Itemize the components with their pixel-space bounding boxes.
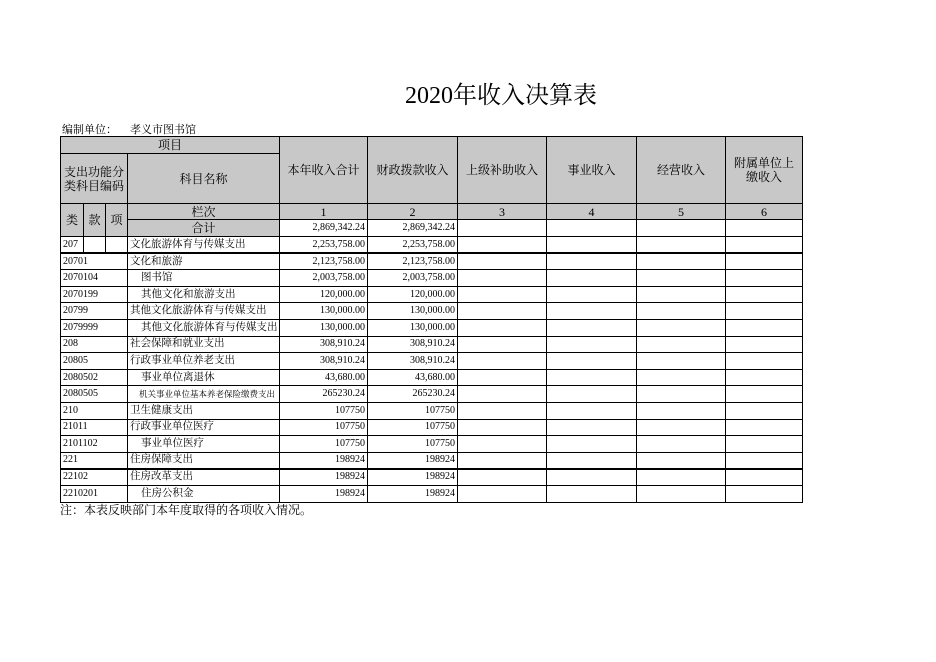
code-level-lei: 类 xyxy=(61,204,84,237)
column-header-label: 财政拨款收入 xyxy=(376,163,449,177)
column-header-affiliated-unit-income xyxy=(726,137,803,204)
total-fiscal-value: 2,869,342.24 xyxy=(368,220,458,237)
row-fiscal-appropriation-value: 107750 xyxy=(368,419,458,436)
row-subject-name: 住房保障支出 xyxy=(128,452,280,469)
row-operating-income-value xyxy=(637,270,726,287)
row-code-cell: 2210201 xyxy=(61,485,128,502)
row-affiliated-income-value xyxy=(726,336,803,353)
column-number-row xyxy=(61,204,803,220)
column-header-operating-income xyxy=(637,137,726,204)
row-fiscal-appropriation-value: 198924 xyxy=(368,452,458,469)
row-affiliated-income-value xyxy=(726,469,803,486)
row-superior-subsidy-value xyxy=(458,319,547,336)
row-business-income-value xyxy=(547,436,637,453)
row-fiscal-appropriation-value: 308,910.24 xyxy=(368,353,458,370)
subject-name-header: 科目名称 xyxy=(128,154,280,204)
row-superior-subsidy-value xyxy=(458,386,547,403)
row-operating-income-value xyxy=(637,286,726,303)
page-title: 2020年收入决算表 xyxy=(405,83,597,109)
row-superior-subsidy-value xyxy=(458,336,547,353)
row-fiscal-appropriation-value: 43,680.00 xyxy=(368,369,458,386)
row-operating-income-value xyxy=(637,336,726,353)
row-business-income-value xyxy=(547,319,637,336)
table-row xyxy=(61,452,803,469)
row-subject-name: 行政事业单位医疗 xyxy=(128,419,280,436)
row-kuan-cell xyxy=(84,237,106,254)
row-business-income-value xyxy=(547,419,637,436)
row-code-cell: 208 xyxy=(61,336,128,353)
row-subject-name: 其他文化旅游体育与传媒支出 xyxy=(128,319,280,336)
row-subject-name: 机关事业单位基本养老保险缴费支出 xyxy=(128,386,280,403)
row-code-cell: 2070199 xyxy=(61,286,128,303)
row-total-income-value: 308,910.24 xyxy=(280,336,368,353)
row-code-cell: 210 xyxy=(61,402,128,419)
row-operating-income-value xyxy=(637,452,726,469)
row-subject-name: 其他文化和旅游支出 xyxy=(128,286,280,303)
total-income-value: 2,869,342.24 xyxy=(280,220,368,237)
row-operating-income-value xyxy=(637,386,726,403)
column-header-total-income xyxy=(280,137,368,204)
row-business-income-value xyxy=(547,237,637,254)
header-row xyxy=(61,137,803,154)
row-total-income-value: 43,680.00 xyxy=(280,369,368,386)
column-number-5: 5 xyxy=(637,204,726,220)
row-subject-name: 行政事业单位养老支出 xyxy=(128,353,280,370)
function-code-header xyxy=(61,154,128,204)
row-fiscal-appropriation-value: 120,000.00 xyxy=(368,286,458,303)
column-header-label-line2: 缴收入 xyxy=(746,170,783,184)
row-operating-income-value xyxy=(637,319,726,336)
row-code-cell: 221 xyxy=(61,452,128,469)
table-row xyxy=(61,336,803,353)
total-operating-income-value xyxy=(637,220,726,237)
row-superior-subsidy-value xyxy=(458,452,547,469)
row-subject-name: 图书馆 xyxy=(128,270,280,287)
row-superior-subsidy-value xyxy=(458,353,547,370)
row-operating-income-value xyxy=(637,253,726,270)
row-subject-name: 文化和旅游 xyxy=(128,253,280,270)
row-operating-income-value xyxy=(637,419,726,436)
row-subject-name: 卫生健康支出 xyxy=(128,402,280,419)
project-header: 项目 xyxy=(61,137,280,154)
function-code-header-line1: 支出功能分 xyxy=(63,164,124,179)
row-operating-income-value xyxy=(637,303,726,320)
row-fiscal-appropriation-value: 198924 xyxy=(368,469,458,486)
row-code-cell: 20799 xyxy=(61,303,128,320)
row-xiang-cell xyxy=(106,237,128,254)
table-row xyxy=(61,419,803,436)
row-business-income-value xyxy=(547,303,637,320)
row-code-cell: 2079999 xyxy=(61,319,128,336)
table-row xyxy=(61,319,803,336)
row-business-income-value xyxy=(547,369,637,386)
row-fiscal-appropriation-value: 130,000.00 xyxy=(368,303,458,320)
row-affiliated-income-value xyxy=(726,369,803,386)
row-total-income-value: 198924 xyxy=(280,469,368,486)
table-row xyxy=(61,270,803,287)
report-header xyxy=(61,137,803,237)
row-operating-income-value xyxy=(637,353,726,370)
row-subject-name: 事业单位医疗 xyxy=(128,436,280,453)
row-superior-subsidy-value xyxy=(458,286,547,303)
row-subject-name: 社会保障和就业支出 xyxy=(128,336,280,353)
table-row xyxy=(61,369,803,386)
report-body xyxy=(61,237,803,503)
row-total-income-value: 130,000.00 xyxy=(280,319,368,336)
column-number-2: 2 xyxy=(368,204,458,220)
row-affiliated-income-value xyxy=(726,253,803,270)
row-subject-name: 住房改革支出 xyxy=(128,469,280,486)
row-superior-subsidy-value xyxy=(458,369,547,386)
row-superior-subsidy-value xyxy=(458,402,547,419)
row-affiliated-income-value xyxy=(726,286,803,303)
row-code-cell: 2080502 xyxy=(61,369,128,386)
table-row xyxy=(61,286,803,303)
row-subject-name: 其他文化旅游体育与传媒支出 xyxy=(128,303,280,320)
row-code-cell: 20701 xyxy=(61,253,128,270)
row-total-income-value: 198924 xyxy=(280,485,368,502)
column-header-label: 本年收入合计 xyxy=(287,163,360,177)
table-row xyxy=(61,436,803,453)
code-level-xiang: 项 xyxy=(106,204,128,237)
table-row xyxy=(61,353,803,370)
row-code-cell: 2070104 xyxy=(61,270,128,287)
row-subject-name: 文化旅游体育与传媒支出 xyxy=(128,237,280,254)
row-business-income-value xyxy=(547,485,637,502)
row-fiscal-appropriation-value: 198924 xyxy=(368,485,458,502)
table-row xyxy=(61,303,803,320)
row-code-cell: 22102 xyxy=(61,469,128,486)
column-number-3: 3 xyxy=(458,204,547,220)
row-fiscal-appropriation-value: 308,910.24 xyxy=(368,336,458,353)
row-total-income-value: 2,123,758.00 xyxy=(280,253,368,270)
row-fiscal-appropriation-value: 2,003,758.00 xyxy=(368,270,458,287)
row-superior-subsidy-value xyxy=(458,237,547,254)
row-fiscal-appropriation-value: 130,000.00 xyxy=(368,319,458,336)
row-business-income-value xyxy=(547,253,637,270)
row-superior-subsidy-value xyxy=(458,436,547,453)
column-header-superior-subsidy xyxy=(458,137,547,204)
row-code-cell: 21011 xyxy=(61,419,128,436)
row-fiscal-appropriation-value: 107750 xyxy=(368,402,458,419)
table-row xyxy=(61,402,803,419)
row-business-income-value xyxy=(547,353,637,370)
row-business-income-value xyxy=(547,286,637,303)
column-header-label: 上级补助收入 xyxy=(466,163,539,177)
row-business-income-value xyxy=(547,386,637,403)
total-affiliated-income-value xyxy=(726,220,803,237)
row-superior-subsidy-value xyxy=(458,253,547,270)
row-fiscal-appropriation-value: 265230.24 xyxy=(368,386,458,403)
row-total-income-value: 130,000.00 xyxy=(280,303,368,320)
row-code-cell: 2080505 xyxy=(61,386,128,403)
table-row xyxy=(61,253,803,270)
row-operating-income-value xyxy=(637,485,726,502)
row-affiliated-income-value xyxy=(726,319,803,336)
total-superior-subsidy-value xyxy=(458,220,547,237)
row-subject-name: 住房公积金 xyxy=(128,485,280,502)
row-operating-income-value xyxy=(637,436,726,453)
row-operating-income-value xyxy=(637,237,726,254)
row-code-cell: 207 xyxy=(61,237,84,254)
row-affiliated-income-value xyxy=(726,485,803,502)
row-superior-subsidy-value xyxy=(458,303,547,320)
row-superior-subsidy-value xyxy=(458,419,547,436)
compiling-unit-name: 孝义市图书馆 xyxy=(130,124,196,136)
row-operating-income-value xyxy=(637,402,726,419)
table-row xyxy=(61,386,803,403)
row-superior-subsidy-value xyxy=(458,469,547,486)
row-operating-income-value xyxy=(637,469,726,486)
row-affiliated-income-value xyxy=(726,402,803,419)
compiling-unit xyxy=(62,123,362,137)
row-business-income-value xyxy=(547,469,637,486)
row-total-income-value: 2,003,758.00 xyxy=(280,270,368,287)
row-superior-subsidy-value xyxy=(458,270,547,287)
row-business-income-value xyxy=(547,402,637,419)
column-header-label: 事业收入 xyxy=(567,163,616,177)
column-number-label: 栏次 xyxy=(128,204,280,220)
column-number-1: 1 xyxy=(280,204,368,220)
row-code-cell: 2101102 xyxy=(61,436,128,453)
column-number-6: 6 xyxy=(726,204,803,220)
income-report-table xyxy=(60,136,803,503)
row-total-income-value: 107750 xyxy=(280,436,368,453)
row-code-cell: 20805 xyxy=(61,353,128,370)
footnote: 注：本表反映部门本年度取得的各项收入情况。 xyxy=(60,503,313,517)
row-fiscal-appropriation-value: 2,253,758.00 xyxy=(368,237,458,254)
total-business-income-value xyxy=(547,220,637,237)
total-row-label: 合计 xyxy=(128,220,280,237)
table-row xyxy=(61,237,803,254)
row-total-income-value: 107750 xyxy=(280,419,368,436)
row-affiliated-income-value xyxy=(726,419,803,436)
row-affiliated-income-value xyxy=(726,386,803,403)
table-row xyxy=(61,485,803,502)
code-level-kuan: 款 xyxy=(84,204,106,237)
row-fiscal-appropriation-value: 2,123,758.00 xyxy=(368,253,458,270)
row-total-income-value: 107750 xyxy=(280,402,368,419)
row-business-income-value xyxy=(547,270,637,287)
compiling-unit-label: 编制单位： xyxy=(62,124,117,136)
column-number-4: 4 xyxy=(547,204,637,220)
row-affiliated-income-value xyxy=(726,237,803,254)
total-row xyxy=(61,220,803,237)
column-header-label: 经营收入 xyxy=(657,163,706,177)
column-header-fiscal-appropriation xyxy=(368,137,458,204)
row-affiliated-income-value xyxy=(726,270,803,287)
row-business-income-value xyxy=(547,452,637,469)
row-affiliated-income-value xyxy=(726,436,803,453)
row-total-income-value: 265230.24 xyxy=(280,386,368,403)
row-fiscal-appropriation-value: 107750 xyxy=(368,436,458,453)
function-code-header-line2: 类科目编码 xyxy=(63,178,124,193)
row-affiliated-income-value xyxy=(726,353,803,370)
row-total-income-value: 2,253,758.00 xyxy=(280,237,368,254)
table-row xyxy=(61,469,803,486)
row-total-income-value: 120,000.00 xyxy=(280,286,368,303)
row-affiliated-income-value xyxy=(726,452,803,469)
row-subject-name: 事业单位离退休 xyxy=(128,369,280,386)
row-superior-subsidy-value xyxy=(458,485,547,502)
row-total-income-value: 198924 xyxy=(280,452,368,469)
row-affiliated-income-value xyxy=(726,303,803,320)
column-header-label-line1: 附属单位上 xyxy=(734,156,795,170)
row-total-income-value: 308,910.24 xyxy=(280,353,368,370)
row-business-income-value xyxy=(547,336,637,353)
column-header-business-income xyxy=(547,137,637,204)
row-operating-income-value xyxy=(637,369,726,386)
